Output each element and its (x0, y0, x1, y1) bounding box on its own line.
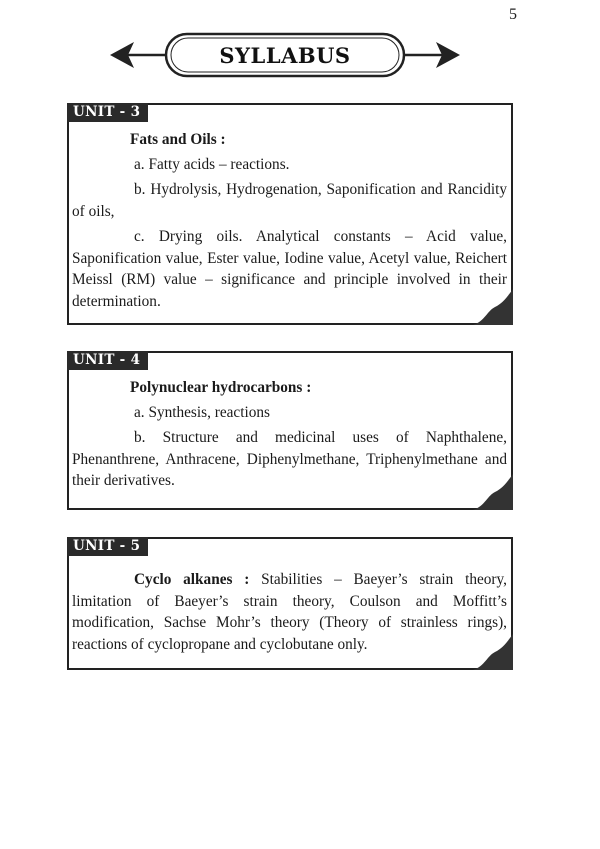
unit-5-tab: UNIT - 5 (67, 537, 148, 556)
unit-4-item-b: b. Structure and medicinal uses of Naphthalene, Phenanthrene, Anthracene, Diphenylmethane, Triphenylmethane and their derivatives. (72, 429, 507, 489)
unit-3-heading: Fats and Oils : (130, 131, 226, 148)
unit-5-paragraph (72, 569, 507, 655)
unit-3-box (67, 103, 513, 325)
unit-5-box (67, 537, 513, 670)
unit-4-tab: UNIT - 4 (67, 351, 148, 370)
unit-5-body: Stabilities – Baeyer’s strain theory, limitation of Baeyer’s strain theory, Coulson and Moffitt’s modification, Sachse Mohr’s theory (Theory of strainless rings), reactions of cyclopropane and cyclobutane only. (72, 571, 507, 653)
unit-3-item-b: b. Hydrolysis, Hydrogenation, Saponification and Rancidity of oils, (72, 181, 507, 220)
unit-4-box (67, 351, 513, 510)
unit-3-item-c: c. Drying oils. Analytical constants – Acid value, Saponification value, Ester value, Iodine value, Acetyl value, Reichert Meissl (RM) value – significance and principle involved in their determination. (72, 228, 507, 310)
syllabus-banner (108, 30, 462, 80)
unit-4-heading: Polynuclear hydrocarbons : (130, 379, 312, 396)
page-curl-graphic (473, 289, 513, 325)
unit-4-item-a: a. Synthesis, reactions (134, 403, 270, 421)
unit-5-heading: Cyclo alkanes : (134, 571, 250, 588)
page-curl-graphic (473, 474, 513, 510)
unit-3-item-a: a. Fatty acids – reactions. (134, 155, 290, 173)
unit-3-tab: UNIT - 3 (67, 103, 148, 122)
page-number: 5 (509, 6, 517, 23)
banner-title: SYLLABUS (219, 42, 351, 68)
page-curl-graphic (473, 634, 513, 670)
